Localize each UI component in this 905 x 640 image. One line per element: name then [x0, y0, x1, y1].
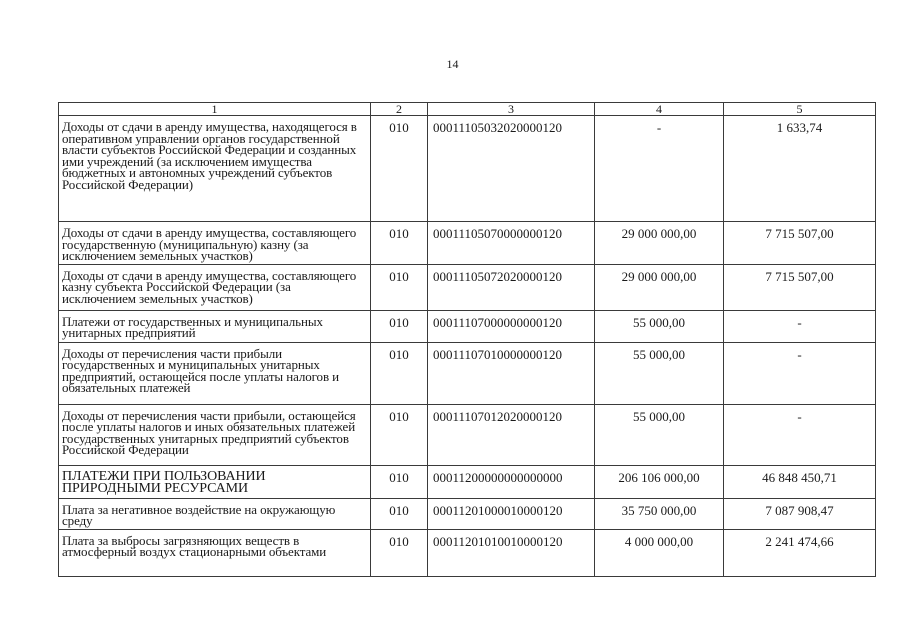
row-name: Доходы от перечисления части прибыли, остающейся после уплаты налогов и иных обязательных платежей государственных унитарных предприятий субъектов Российской Федерации: [62, 407, 356, 457]
row-name-cell: [59, 498, 371, 529]
admin-code-cell: 010: [371, 342, 428, 404]
table-row: [59, 116, 876, 222]
row-name: Плата за выбросы загрязняющих веществ в атмосферный воздух стационарными объектами: [62, 532, 327, 559]
row-name-cell: [59, 342, 371, 404]
budget-code-cell: 00011105072020000120: [428, 264, 595, 310]
row-name: Плата за негативное воздействие на окружающую среду: [62, 501, 336, 528]
row-name-cell: [59, 116, 371, 222]
plan-amount-cell: 35 750 000,00: [595, 498, 724, 529]
column-header: 4: [595, 103, 724, 116]
admin-code-cell: 010: [371, 498, 428, 529]
plan-amount-cell: 4 000 000,00: [595, 529, 724, 576]
plan-amount-cell: 29 000 000,00: [595, 264, 724, 310]
row-name: Доходы от перечисления части прибыли государственных и муниципальных унитарных предприятий, остающейся после уплаты налогов и обязательных платежей: [62, 345, 339, 395]
column-header: 1: [59, 103, 371, 116]
budget-code-cell: 00011105032020000120: [428, 116, 595, 222]
row-name-cell: [59, 529, 371, 576]
row-name-cell: [59, 310, 371, 342]
plan-amount-cell: 29 000 000,00: [595, 222, 724, 265]
plan-amount-cell: 55 000,00: [595, 310, 724, 342]
page-number: 14: [446, 57, 459, 71]
column-header: 3: [428, 103, 595, 116]
admin-code-cell: 010: [371, 465, 428, 498]
row-name: Доходы от сдачи в аренду имущества, составляющего казну субъекта Российской Федерации (за исключением земельных участков): [62, 267, 357, 306]
revenue-table: [58, 102, 876, 577]
column-header: 5: [724, 103, 876, 116]
table-row: [59, 529, 876, 576]
admin-code-cell: 010: [371, 116, 428, 222]
row-name: Доходы от сдачи в аренду имущества, составляющего государственную (муниципальную) казну (за исключением земельных участков): [62, 225, 357, 263]
row-name: Платежи от государственных и муниципальных унитарных предприятий: [62, 313, 323, 340]
table-row: [59, 465, 876, 498]
fact-amount-cell: 7 087 908,47: [724, 498, 876, 529]
table-row: [59, 498, 876, 529]
fact-amount-cell: -: [724, 342, 876, 404]
admin-code-cell: 010: [371, 404, 428, 465]
budget-code-cell: 00011105070000000120: [428, 222, 595, 265]
fact-amount-cell: 7 715 507,00: [724, 264, 876, 310]
budget-code-cell: 00011200000000000000: [428, 465, 595, 498]
row-name-cell: [59, 404, 371, 465]
row-name-cell: [59, 465, 371, 498]
budget-code-cell: 00011201000010000120: [428, 498, 595, 529]
table-row: [59, 404, 876, 465]
row-name: Доходы от сдачи в аренду имущества, находящегося в оперативном управлении органов государственной власти субъектов Российской Федерации и созданных ими учреждений (за исключением имущества бюджетных и автономных учреждений субъектов Российской Федерации): [62, 119, 357, 192]
budget-code-cell: 00011107000000000120: [428, 310, 595, 342]
fact-amount-cell: 2 241 474,66: [724, 529, 876, 576]
table-row: [59, 222, 876, 265]
table-header-row: [59, 103, 876, 116]
fact-amount-cell: 46 848 450,71: [724, 465, 876, 498]
plan-amount-cell: 55 000,00: [595, 342, 724, 404]
budget-code-cell: 00011107010000000120: [428, 342, 595, 404]
admin-code-cell: 010: [371, 222, 428, 265]
admin-code-cell: 010: [371, 529, 428, 576]
column-header: 2: [371, 103, 428, 116]
fact-amount-cell: 7 715 507,00: [724, 222, 876, 265]
plan-amount-cell: 206 106 000,00: [595, 465, 724, 498]
admin-code-cell: 010: [371, 310, 428, 342]
row-name-cell: [59, 222, 371, 265]
row-name: ПЛАТЕЖИ ПРИ ПОЛЬЗОВАНИИ ПРИРОДНЫМИ РЕСУРСАМИ: [62, 468, 266, 496]
fact-amount-cell: 1 633,74: [724, 116, 876, 222]
fact-amount-cell: -: [724, 310, 876, 342]
plan-amount-cell: -: [595, 116, 724, 222]
plan-amount-cell: 55 000,00: [595, 404, 724, 465]
row-name-cell: [59, 264, 371, 310]
budget-code-cell: 00011201010010000120: [428, 529, 595, 576]
fact-amount-cell: -: [724, 404, 876, 465]
table-row: [59, 264, 876, 310]
table-row: [59, 342, 876, 404]
budget-code-cell: 00011107012020000120: [428, 404, 595, 465]
admin-code-cell: 010: [371, 264, 428, 310]
table-row: [59, 310, 876, 342]
